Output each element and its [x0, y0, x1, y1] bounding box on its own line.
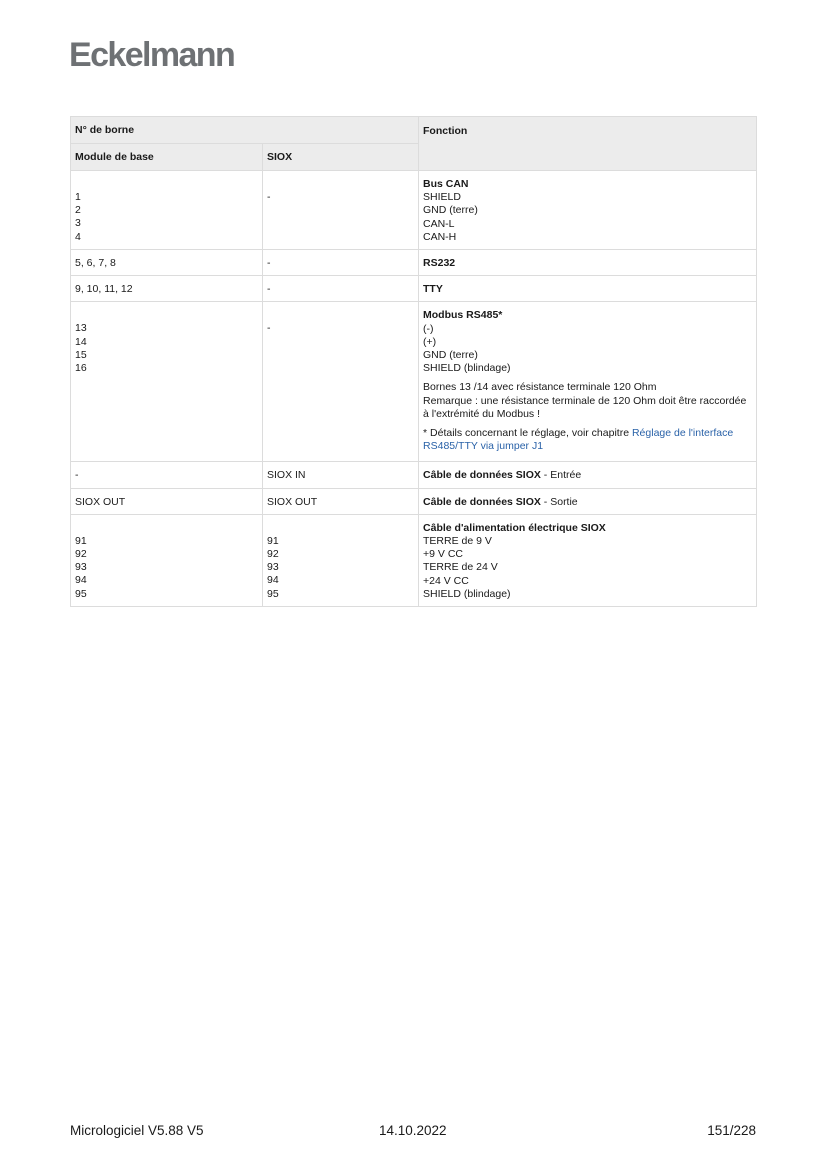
function-title: Modbus RS485* — [423, 309, 503, 322]
siox-cell — [263, 171, 419, 250]
siox-cell — [263, 250, 419, 276]
pin-value: 92 — [75, 548, 87, 561]
function-title: Câble de données SIOX — [423, 495, 541, 508]
table-row — [71, 488, 757, 514]
function-cell — [419, 462, 757, 488]
pin-value: 1 — [75, 191, 81, 203]
pin-value: 94 — [75, 574, 87, 587]
siox-cell — [263, 276, 419, 302]
eckelmann-logo: Eckelmann — [69, 36, 235, 74]
base-cell — [71, 302, 263, 462]
function-line: GND (terre) — [423, 204, 478, 217]
function-cell — [419, 514, 757, 606]
pin-value: - — [267, 257, 271, 270]
function-cell — [419, 488, 757, 514]
header-siox: SIOX — [263, 144, 419, 171]
pin-value: 95 — [267, 587, 279, 600]
function-title: Câble d'alimentation électrique SIOX — [423, 521, 606, 534]
pin-value: 16 — [75, 362, 87, 375]
table-row — [71, 171, 757, 250]
pin-value: 92 — [267, 548, 279, 561]
siox-cell — [263, 488, 419, 514]
function-title: RS232 — [423, 257, 456, 270]
function-suffix: - Sortie — [540, 495, 578, 508]
pin-value: 91 — [75, 534, 87, 547]
pin-value: 9, 10, 11, 12 — [75, 283, 133, 296]
function-line: +9 V CC — [423, 548, 463, 561]
table-row — [71, 302, 757, 462]
function-line: SHIELD (blindage) — [423, 362, 511, 375]
siox-cell — [263, 514, 419, 606]
pin-value: - — [267, 322, 271, 335]
siox-cell — [263, 302, 419, 462]
function-suffix: - Entrée — [540, 469, 582, 482]
footer-firmware-version: Micrologiciel V5.88 V5 — [70, 1123, 204, 1138]
footer-page-number: 151/228 — [707, 1123, 756, 1138]
note-text: * Détails concernant le réglage, voir chapitre — [423, 427, 632, 440]
function-title: Câble de données SIOX — [423, 469, 541, 482]
function-title: TTY — [423, 283, 443, 296]
table-row — [71, 276, 757, 302]
chapter-link[interactable]: Réglage de l'interface RS485/TTY via jumper J1 — [423, 427, 734, 453]
function-line: (-) — [423, 322, 434, 335]
note-line: Remarque : une résistance terminale de 120 Ohm doit être raccordée à l'extrémité du Modbus ! — [423, 394, 747, 420]
pin-value: 14 — [75, 335, 87, 348]
function-line: TERRE de 9 V — [423, 535, 492, 548]
function-title: Bus CAN — [423, 178, 469, 190]
pin-value: 15 — [75, 348, 87, 361]
note-line: Bornes 13 /14 avec résistance terminale 120 Ohm — [423, 381, 657, 394]
base-cell — [71, 171, 263, 250]
pin-value: SIOX OUT — [75, 495, 126, 508]
pin-value: 95 — [75, 587, 87, 600]
header-pin-number: N° de borne — [71, 117, 419, 144]
table-row — [71, 462, 757, 488]
note-termination — [423, 381, 752, 421]
function-line: SHIELD — [423, 191, 461, 204]
function-line: +24 V CC — [423, 574, 469, 587]
table-row — [71, 514, 757, 606]
header-base-module: Module de base — [71, 144, 263, 171]
pin-value: SIOX IN — [267, 469, 306, 482]
note-details — [423, 427, 752, 456]
table-row — [71, 250, 757, 276]
pin-value: SIOX OUT — [267, 495, 318, 508]
base-cell — [71, 514, 263, 606]
pin-value: 94 — [267, 574, 279, 587]
pin-value: 93 — [75, 561, 87, 574]
function-line: CAN-L — [423, 217, 455, 230]
pin-value: 13 — [75, 322, 87, 335]
base-cell — [71, 462, 263, 488]
pin-value: 5, 6, 7, 8 — [75, 257, 116, 270]
pin-value: - — [75, 469, 79, 482]
footer-date: 14.10.2022 — [379, 1123, 447, 1138]
base-cell — [71, 250, 263, 276]
pin-value: 3 — [75, 217, 81, 230]
pin-value: 91 — [267, 534, 279, 547]
pin-value: 93 — [267, 561, 279, 574]
function-line: TERRE de 24 V — [423, 561, 498, 574]
function-cell — [419, 276, 757, 302]
pin-value: - — [267, 283, 271, 296]
pin-value: - — [267, 191, 271, 203]
header-function: Fonction — [419, 117, 757, 171]
function-line: (+) — [423, 335, 437, 348]
pin-value: 2 — [75, 204, 81, 217]
function-cell — [419, 302, 757, 462]
function-line: GND (terre) — [423, 349, 478, 362]
function-line: SHIELD (blindage) — [423, 587, 511, 600]
function-cell — [419, 250, 757, 276]
function-line: CAN-H — [423, 230, 457, 243]
table-header-row — [71, 117, 757, 144]
pin-value: 4 — [75, 230, 81, 243]
base-cell — [71, 276, 263, 302]
siox-cell — [263, 462, 419, 488]
base-cell — [71, 488, 263, 514]
terminal-table — [70, 116, 757, 607]
function-cell — [419, 171, 757, 250]
